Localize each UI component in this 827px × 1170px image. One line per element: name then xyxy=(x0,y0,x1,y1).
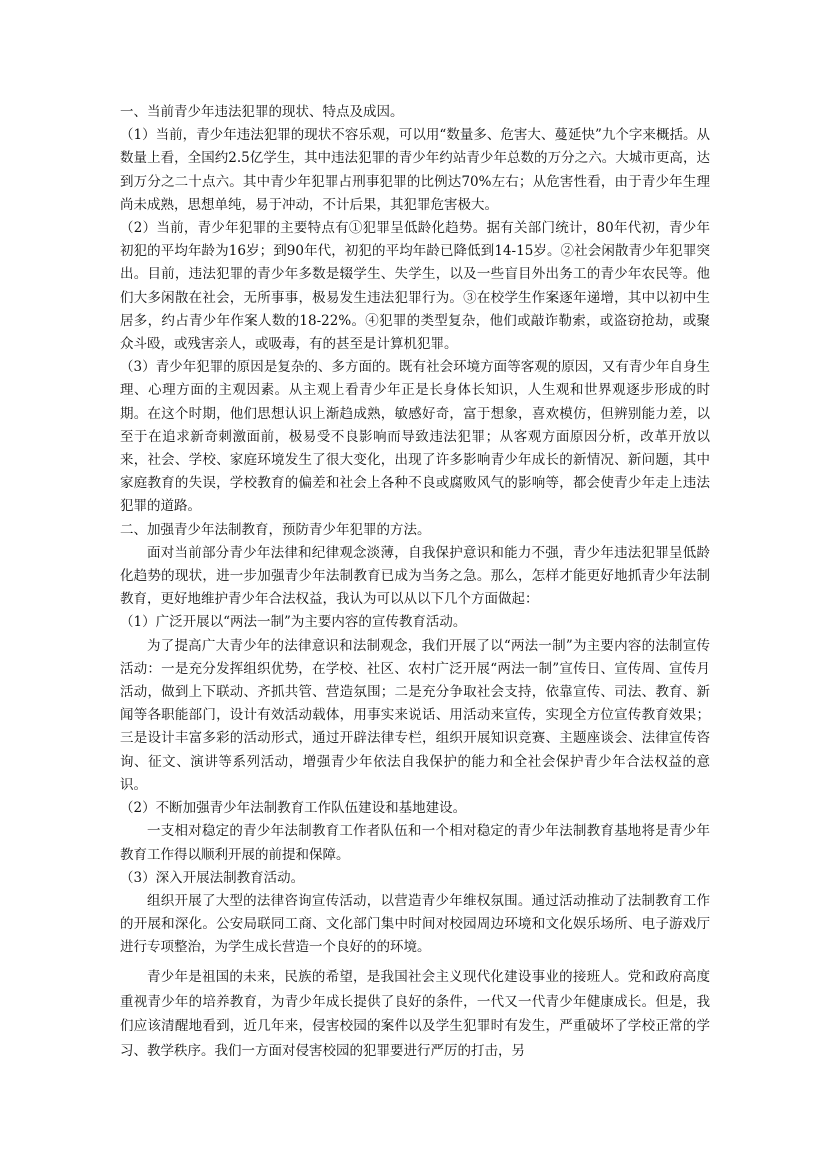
paragraph-activities: 组织开展了大型的法律咨询宣传活动，以营造青少年维权氛围。通过活动推动了法制教育工作的开展和深化。公安局联同工商、文化部门集中时间对校园周边环境和文化娱乐场所、电子游戏厅进行专项整治，为学生成长营造一个良好的的环境。 xyxy=(120,892,710,956)
main-text-block xyxy=(120,101,710,960)
paragraph-current-situation: （1）当前，青少年违法犯罪的现状不容乐观，可以用“数量多、危害大、蔓延快”九个字来概括。从数量上看，全国约2.5亿学生，其中违法犯罪的青少年约站青少年总数的万分之六。大城市更高，达到万分之二十点六。其中青少年犯罪占刑事犯罪的比例达70%左右；从危害性看，由于青少年生理尚未成熟，思想单纯，易于冲动，不计后果，其犯罪危害极大。 xyxy=(120,127,710,213)
paragraph-team-building: 一支相对稳定的青少年法制教育工作者队伍和一个相对稳定的青少年法制教育基地将是青少年教育工作得以顺利开展的前提和保障。 xyxy=(120,823,710,863)
subheading-2: （2）不断加强青少年法制教育工作队伍建设和基地建设。 xyxy=(120,800,467,817)
paragraph-publicity: 为了提高广大青少年的法律意识和法制观念，我们开展了以“两法一制”为主要内容的法制宣传活动：一是充分发挥组织优势，在学校、社区、农村广泛开展“两法一制”宣传日、宣传周、宣传月活动，做到上下联动、齐抓共管、营造氛围；二是充分争取社会支持，依靠宣传、司法、教育、新闻等各职能部门，设计有效活动载体，用事实来说话、用活动来宣传，实现全方位宣传教育效果；三是设计丰富多彩的活动形式，通过开辟法律专栏，组织开展知识竞赛、主题座谈会、法律宣传咨询、征文、演讲等系列活动，增强青少年依法自我保护的能力和全社会保护青少年合法权益的意识。 xyxy=(120,637,710,793)
subheading-1: （1）广泛开展以“两法一制”为主要内容的宣传教育活动。 xyxy=(120,614,467,631)
paragraph-urgency: 面对当前部分青少年法律和纪律观念淡薄，自我保护意识和能力不强，青少年违法犯罪呈低龄化趋势的现状，进一步加强青少年法制教育已成为当务之急。那么，怎样才能更好地抓青少年法制教育，更好地维护青少年合法权益，我认为可以从以下几个方面做起： xyxy=(120,544,710,608)
subheading-3: （3）深入开展法制教育活动。 xyxy=(120,869,305,886)
section-heading-2: 二、加强青少年法制教育，预防青少年犯罪的方法。 xyxy=(120,521,431,538)
paragraph-characteristics: （2）当前，青少年犯罪的主要特点有①犯罪呈低龄化趋势。据有关部门统计，80年代初，青少年初犯的平均年龄为16岁；到90年代，初犯的平均年龄已降低到14-15岁。②社会闲散青少年犯罪突出。目前，违法犯罪的青少年多数是辍学生、失学生，以及一些盲目外出务工的青少年农民等。他们大多闲散在社会，无所事事，极易发生违法犯罪行为。③在校学生作案逐年递增，其中以初中生居多，约占青少年作案人数的18-22%。④犯罪的类型复杂，他们或敲诈勒索，或盗窃抢劫，或聚众斗殴，或残害亲人，或吸毒，有的甚至是计算机犯罪。 xyxy=(120,220,710,353)
paragraph-causes: （3）青少年犯罪的原因是复杂的、多方面的。既有社会环境方面等客观的原因，又有青少年自身生理、心理方面的主观因素。从主观上看青少年正是长身体长知识，人生观和世界观逐步形成的时期。在这个时期，他们思想认识上渐趋成熟，敏感好奇，富于想象，喜欢模仿，但辨别能力差，以至于在追求新奇刺激面前，极易受不良影响而导致违法犯罪；从客观方面原因分析，改革开放以来，社会、学校、家庭环境发生了很大变化，出现了许多影响青少年成长的新情况、新问题，其中家庭教育的失误，学校教育的偏差和社会上各种不良或腐败风气的影响等，都会使青少年走上违法犯罪的道路。 xyxy=(120,359,710,515)
section-heading-1: 一、当前青少年违法犯罪的现状、特点及成因。 xyxy=(120,104,404,120)
closing-text-block xyxy=(120,965,710,1063)
paragraph-youth-future: 青少年是祖国的未来，民族的希望，是我国社会主义现代化建设事业的接班人。党和政府高度重视青少年的培养教育，为青少年成长提供了良好的条件，一代又一代青少年健康成长。但是，我们应该清醒地看到，近几年来，侵害校园的案件以及学生犯罪时有发生，严重破坏了学校正常的学习、教学秩序。我们一方面对侵害校园的犯罪要进行严厉的打击，另 xyxy=(120,969,710,1059)
